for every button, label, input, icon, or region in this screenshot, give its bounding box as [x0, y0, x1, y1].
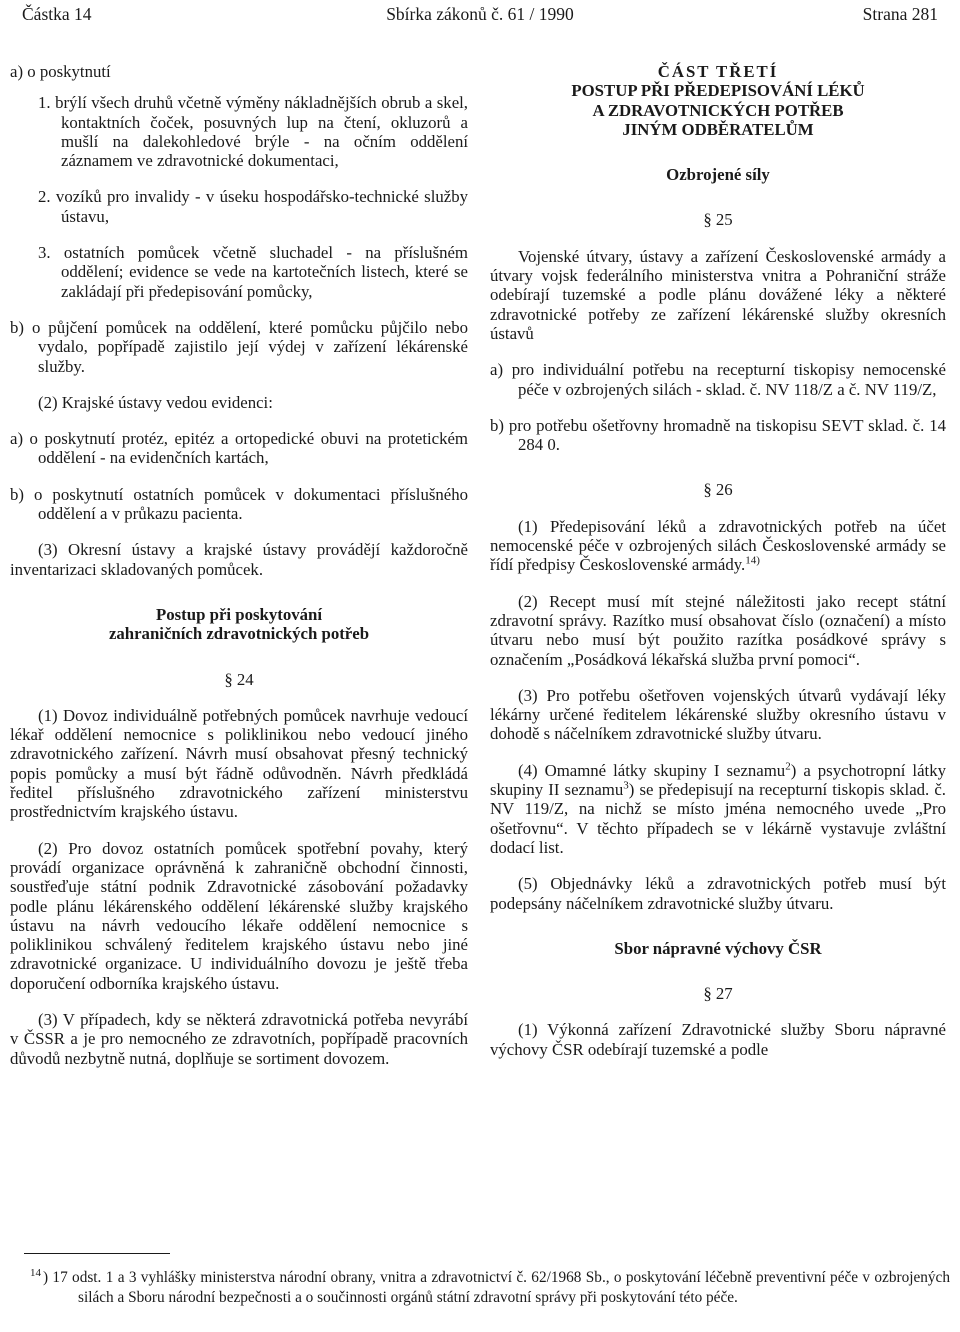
- s25-item-b: b) pro potřebu ošetřovny hromadně na tiskopisu SEVT sklad. č. 14 284 0.: [490, 415, 946, 455]
- right-column: [490, 62, 946, 1059]
- paragraph-2-a: a) o poskytnutí protéz, epitéz a ortopedické obuvi na protetickém oddělení - na evidenčních kartách,: [10, 429, 468, 468]
- footnote-reference: 14): [745, 554, 760, 567]
- item-b: b) o půjčení pomůcek na oddělení, které pomůcku půjčilo nebo vydalo, popřípadě zajistilo její výdej v zařízení lékárenské služby.: [10, 317, 468, 376]
- s27-paragraph-1: (1) Výkonná zařízení Zdravotnické služby Sboru nápravné výchovy ČSR odebírají tuzemské a podle: [490, 1020, 946, 1059]
- part-heading-line-3: JINÝM ODBĚRATELŮM: [622, 119, 814, 139]
- page-header: [22, 4, 938, 30]
- header-collection: Sbírka zákonů č. 61 / 1990: [386, 4, 574, 24]
- s25-intro: Vojenské útvary, ústavy a zařízení Československé armády a útvary vojsk federálního ministerstva vnitra a Pohraniční stráže odebírají tuzemské a podle plánu dovážené léky a některé zdravotnické potřeby ze zařízení lékárenské služby okresních ústavů: [490, 246, 946, 343]
- paragraph-3: (3) Okresní ústavy a krajské ústavy provádějí každoročně inventarizaci skladovaných pomůcek.: [10, 540, 468, 579]
- subheading-corrections-corps: Sbor nápravné výchovy ČSR: [614, 938, 822, 958]
- s26-paragraph-5: (5) Objednávky léků a zdravotnických potřeb musí být podepsány náčelníkem zdravotnické služby útvaru.: [490, 874, 946, 913]
- section-number-24: § 24: [224, 669, 254, 689]
- header-page-number: Strana 281: [862, 4, 938, 24]
- paragraph-2-b: b) o poskytnutí ostatních pomůcek v dokumentaci příslušného oddělení a v průkazu pacienta.: [10, 484, 468, 524]
- sub-item-2: 2. vozíků pro invalidy - v úseku hospodářsko-technické služby ústavu,: [38, 187, 468, 226]
- footnote-ref-3: 3: [623, 779, 629, 792]
- footnote-ref-2: 2: [785, 760, 791, 773]
- s26-paragraph-1: [490, 517, 946, 575]
- part-heading-line-2: A ZDRAVOTNICKÝCH POTŘEB: [592, 100, 844, 120]
- footnote-divider: [24, 1253, 170, 1254]
- s26-paragraph-4-part-c: ) se předepisují na recepturní tiskopis sklad. č. NV 119/Z, na nichž se místo jména nemocného uvede „Pro ošetřovnu“. V těchto případech se v lékárně vystavuje zvláštní dodací list.: [490, 780, 946, 857]
- sub-item-1: 1. brýlí všech druhů včetně výměny nákladnějších obrub a skel, kontaktních čoček, posuvných lup na čtení, okluzorů a mušlí na dalekohledové brýle - na očním oddělení záznamem ve zdravotnické dokumentaci,: [38, 93, 468, 171]
- left-column: [10, 62, 468, 1068]
- s26-paragraph-4-part-b: ) a psychotropní látky skupiny II seznamu: [490, 760, 946, 800]
- s26-paragraph-3: (3) Pro potřebu ošetřoven vojenských útvarů vydávají léky lékárny určené ředitelem lékárenské služby okresního ústavu v dohodě s náčelníkem zdravotnické služby útvaru.: [490, 685, 946, 744]
- header-issue: Částka 14: [22, 4, 92, 24]
- section-number-27: § 27: [703, 984, 733, 1004]
- item-a-intro: a) o poskytnutí: [10, 62, 111, 81]
- s26-paragraph-4: [490, 761, 946, 857]
- s25-item-a: a) pro individuální potřebu na recepturní tiskopisy nemocenské péče v ozbrojených silách - sklad. č. NV 118/Z a č. NV 119/Z,: [490, 360, 946, 399]
- part-title: ČÁST TŘETÍ: [657, 62, 779, 81]
- footnote-text: ) 17 odst. 1 a 3 vyhlášky ministerstva národní obrany, vnitra a zdravotnictví č. 62/1968 Sb., o poskytování léčebně preventivní péče v ozbrojených silách a Sboru národní bezpečnosti a o součinnosti orgánů státní zdravotní správy při poskytování této péče.: [43, 1269, 950, 1306]
- footnote: [10, 1268, 950, 1307]
- paragraph-2: (2) Krajské ústavy vedou evidenci:: [38, 392, 273, 412]
- section-heading-line-1: Postup při poskytování: [156, 604, 322, 624]
- part-heading-line-1: POSTUP PŘI PŘEDEPISOVÁNÍ LÉKŮ: [571, 81, 865, 101]
- footnote-number: 14: [30, 1266, 41, 1279]
- subheading-armed-forces: Ozbrojené síly: [666, 165, 770, 185]
- s26-paragraph-4-part-a: (4) Omamné látky skupiny I seznamu: [518, 760, 786, 780]
- section-number-26: § 26: [703, 480, 733, 500]
- s24-paragraph-2: (2) Pro dovoz ostatních pomůcek spotřební povahy, který provádí organizace oprávněná k zahraničně obchodní činnosti, soustřeďuje státní podnik Zdravotnické zásobování požadavky podle plánu lékárenského oddělení lékárenské služby krajského ústavu na návrh vedoucího lékaře oddělení nemocnice s poliklinikou schválený ředitelem krajského ústavu nebo jiné zdravotnické organizace. U individuálního dovozu je ještě třeba doporučení odborníka krajského ústavu.: [10, 838, 468, 993]
- section-heading-line-2: zahraničních zdravotnických potřeb: [108, 624, 370, 644]
- s24-paragraph-1: (1) Dovoz individuálně potřebných pomůcek navrhuje vedoucí lékař oddělení nemocnice s poliklinikou nebo vedoucí jiného zdravotnického zařízení. Návrh musí obsahovat přesný technický popis pomůcky a musí být řádně odůvodněn. Návrh předkládá ředitel příslušného zdravotnického zařízení ministerstvu prostřednictvím krajského ústavu.: [10, 705, 468, 822]
- sub-item-3: 3. ostatních pomůcek včetně sluchadel - na příslušném oddělení; evidence se vede na kartotečních listech, které se zakládají při předepisování pomůcky,: [38, 243, 468, 301]
- s26-paragraph-2: (2) Recept musí mít stejné náležitosti jako recept státní zdravotní správy. Razítko musí obsahovat číslo (označení) a místo útvaru nebo musí být použito razítka posádkové správy s označením „Posádková lékařská služba první pomoci“.: [490, 591, 946, 669]
- section-number-25: § 25: [703, 210, 733, 230]
- s24-paragraph-3: (3) V případech, kdy se některá zdravotnická potřeba nevyrábí v ČSSR a je pro nemocného ze zdravotních, popřípadě pracovních důvodů nezbytně nutná, doplňuje se sortiment dovozem.: [10, 1009, 468, 1068]
- s26-paragraph-1-text: (1) Předepisování léků a zdravotnických potřeb na účet nemocenské péče v ozbrojených silách Československé armády se řídí předpisy Československé armády.: [490, 516, 946, 575]
